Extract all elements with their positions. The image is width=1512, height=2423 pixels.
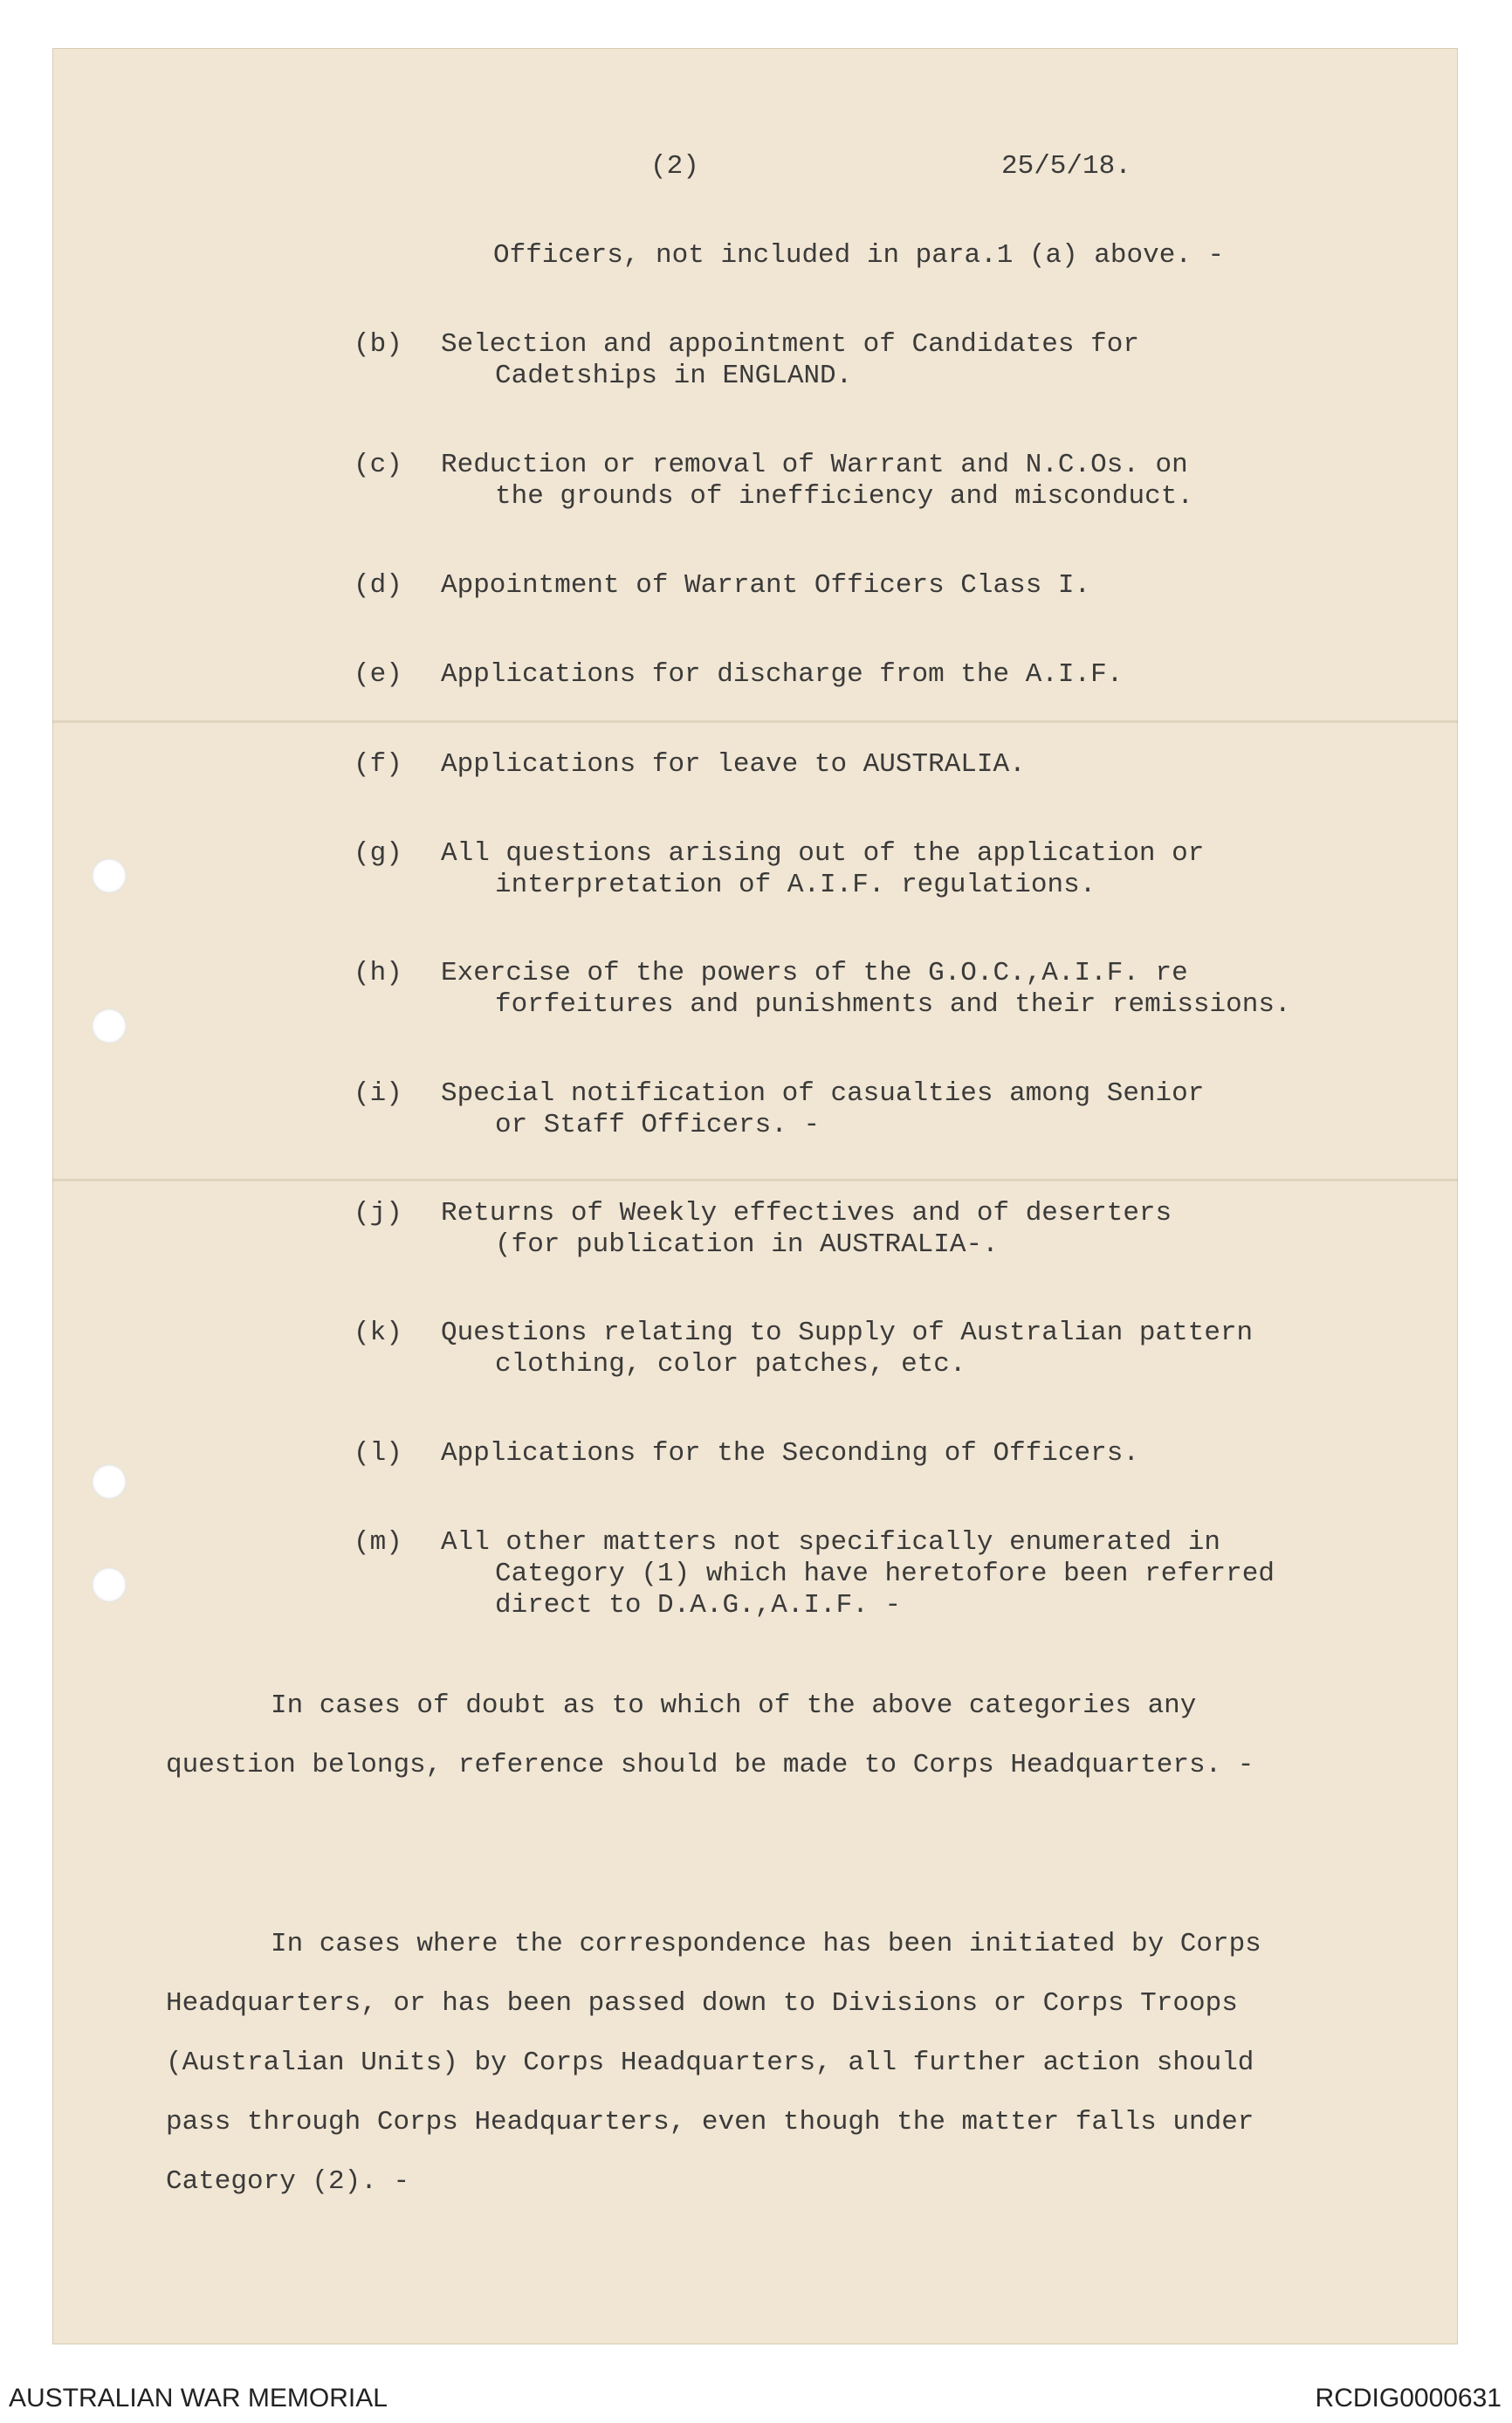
item-line: Appointment of Warrant Officers Class I. [441,570,1091,601]
item-label: (j) [354,1198,402,1229]
punch-hole [92,1464,127,1499]
item-label: (d) [354,570,402,601]
page-number: (2) [650,151,699,182]
paper-fold-line [52,720,1458,723]
item-label: (f) [354,749,402,780]
paragraph-line: In cases of doubt as to which of the above categories any [271,1690,1197,1721]
punch-hole [92,1567,127,1602]
item-line: the grounds of inefficiency and misconduct. [495,481,1193,512]
item-line: Reduction or removal of Warrant and N.C.Os. on [441,450,1188,480]
punch-hole [92,1008,127,1043]
item-text [441,1078,1204,1141]
archive-footer [0,2375,1512,2423]
item-line: Selection and appointment of Candidates for [441,329,1139,360]
paragraph-line: question belongs, reference should be made to Corps Headquarters. - [166,1750,1254,1780]
item-text [441,659,1123,691]
item-text [441,1198,1172,1261]
item-label: (h) [354,958,402,988]
paragraph-line: In cases where the correspondence has been initiated by Corps [271,1929,1261,1959]
item-text [441,838,1204,901]
item-text [441,329,1139,392]
item-line: (for publication in AUSTRALIA-. [495,1229,999,1260]
paragraph-line: (Australian Units) by Corps Headquarters, all further action should [166,2048,1254,2078]
item-line: or Staff Officers. - [495,1110,821,1140]
item-line: Exercise of the powers of the G.O.C.,A.I.F. re [441,958,1188,988]
item-line: Applications for discharge from the A.I.F. [441,659,1124,690]
item-label: (k) [354,1318,402,1348]
item-label: (e) [354,659,402,690]
paragraph-line: Category (2). - [166,2166,410,2197]
item-text [441,450,1193,513]
item-text [441,1527,1275,1621]
item-line: Cadetships in ENGLAND. [495,361,853,391]
item-text [441,1438,1139,1470]
item-label: (g) [354,838,402,869]
document-page [52,48,1458,2344]
paper-fold-line [52,1179,1458,1181]
item-label: (m) [354,1527,402,1558]
item-line: Applications for leave to AUSTRALIA. [441,749,1026,780]
item-line: Special notification of casualties among Senior [441,1078,1205,1109]
item-line: Returns of Weekly effectives and of deserters [441,1198,1172,1229]
intro-line: Officers, not included in para.1 (a) above. - [493,240,1225,271]
item-line: Questions relating to Supply of Australian pattern [441,1318,1254,1348]
footer-identifier: RCDIG0000631 [1315,2384,1502,2413]
paragraph-line: pass through Corps Headquarters, even though the matter falls under [166,2107,1254,2137]
item-text [441,958,1291,1021]
document-date: 25/5/18. [1001,151,1131,182]
footer-institution: AUSTRALIAN WAR MEMORIAL [9,2384,388,2413]
item-line: forfeitures and punishments and their remissions. [495,989,1291,1020]
item-line: Category (1) which have heretofore been referred [495,1559,1275,1589]
item-line: All questions arising out of the application or [441,838,1205,869]
item-label: (i) [354,1078,402,1109]
item-line: direct to D.A.G.,A.I.F. - [495,1590,902,1621]
paragraph-line: Headquarters, or has been passed down to Divisions or Corps Troops [166,1988,1238,2019]
punch-hole [92,858,127,893]
item-text [441,570,1090,602]
item-line: interpretation of A.I.F. regulations. [495,870,1096,900]
item-label: (b) [354,329,402,360]
item-label: (l) [354,1438,402,1469]
item-line: All other matters not specifically enumerated in [441,1527,1220,1558]
item-text [441,749,1026,781]
item-label: (c) [354,450,402,480]
item-line: clothing, color patches, etc. [495,1349,966,1380]
item-line: Applications for the Seconding of Officers. [441,1438,1139,1469]
item-text [441,1318,1253,1380]
